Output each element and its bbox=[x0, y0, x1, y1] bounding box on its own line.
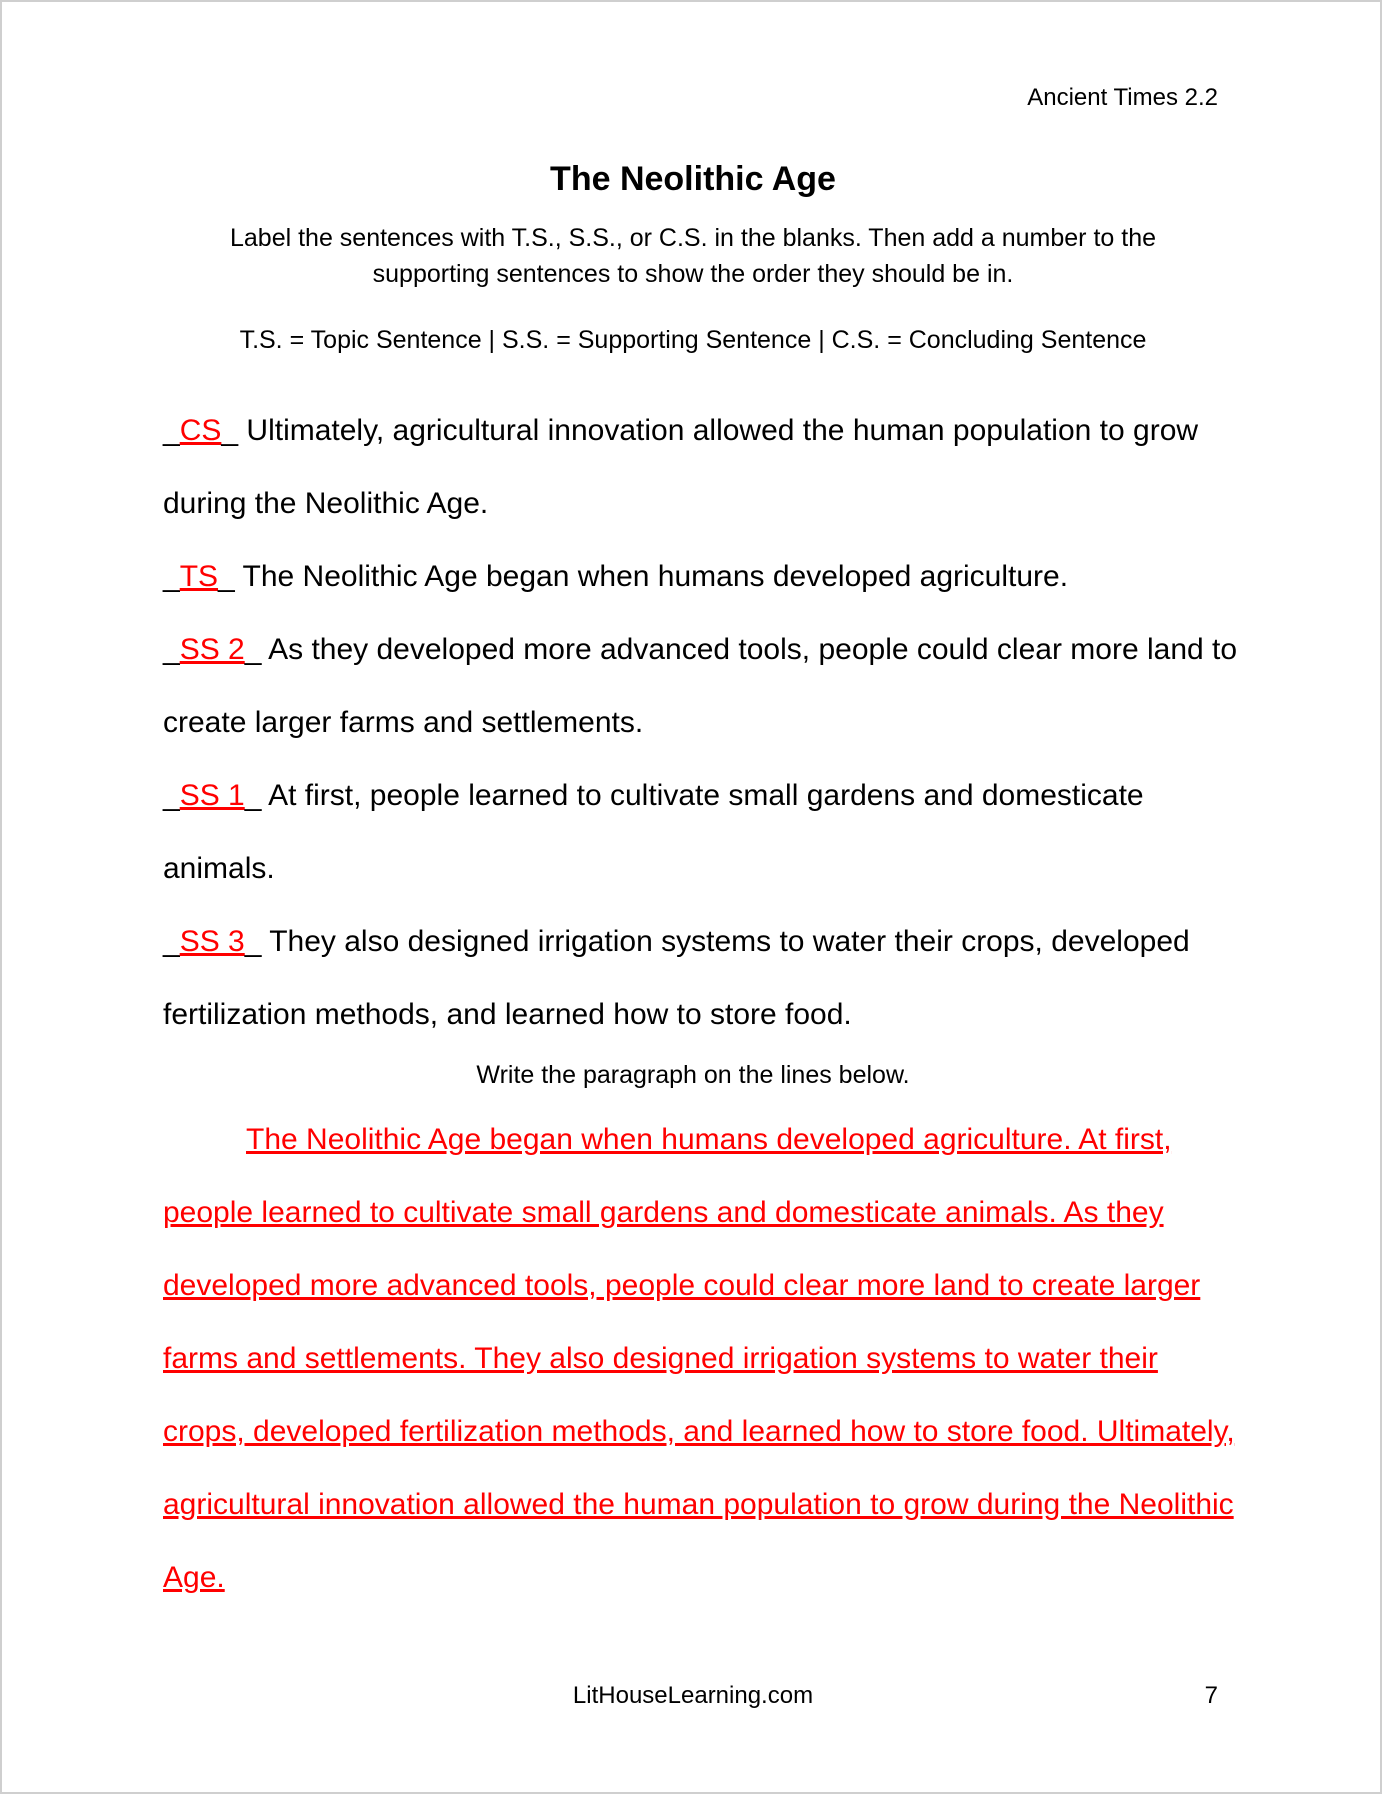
course-label: Ancient Times 2.2 bbox=[1027, 84, 1218, 111]
sentence-text: As they developed more advanced tools, people could clear more land to create larger farms and settlements. bbox=[163, 633, 1238, 739]
sentence-text: The Neolithic Age began when humans developed agriculture. bbox=[242, 560, 1069, 593]
sentence-item bbox=[163, 540, 1243, 613]
sentence-item bbox=[163, 394, 1243, 540]
instructions: Label the sentences with T.S., S.S., or C.S. in the blanks. Then add a number to the supporting sentences to show the order they should be in. bbox=[229, 224, 1156, 288]
sentence-text: They also designed irrigation systems to water their crops, developed fertilization methods, and learned how to store food. bbox=[163, 925, 1190, 1031]
sentence-list bbox=[163, 394, 1243, 1051]
page-title: The Neolithic Age bbox=[550, 160, 836, 198]
answer-blank: _CS_ bbox=[163, 414, 247, 447]
sentence-text: Ultimately, agricultural innovation allowed the human population to grow during the Neolithic Age. bbox=[163, 414, 1199, 520]
sentence-text: At first, people learned to cultivate small gardens and domesticate animals. bbox=[163, 779, 1144, 885]
answer-blank: _TS_ bbox=[163, 560, 243, 593]
answer-label: SS 1 bbox=[179, 779, 245, 812]
footer-site: LitHouseLearning.com bbox=[572, 1682, 814, 1709]
answer-blank: _SS 2_ bbox=[163, 633, 269, 666]
answer-paragraph: The Neolithic Age began when humans developed agriculture. At first, people learned to cultivate small gardens and domesticate animals. As they developed more advanced tools, people could clear more land to create larger farms and settlements. They also designed irrigation systems to water their crops, developed fertilization methods, and learned how to store food. Ultimately, agricultural innovation allowed the human population to grow during the Neolithic Age. bbox=[163, 1123, 1235, 1594]
legend: T.S. = Topic Sentence | S.S. = Supporting Sentence | C.S. = Concluding Sentence bbox=[239, 326, 1147, 354]
write-instruction: Write the paragraph on the lines below. bbox=[476, 1061, 910, 1089]
sentence-item bbox=[163, 759, 1243, 905]
answer-label: TS bbox=[179, 560, 219, 593]
answer-label: SS 3 bbox=[179, 925, 245, 958]
answer-blank: _SS 1_ bbox=[163, 779, 269, 812]
answer-blank: _SS 3_ bbox=[163, 925, 270, 958]
sentence-item bbox=[163, 613, 1243, 759]
sentence-item bbox=[163, 905, 1243, 1051]
answer-label: SS 2 bbox=[179, 633, 245, 666]
answer-label: CS bbox=[179, 414, 222, 447]
page-number: 7 bbox=[1204, 1682, 1218, 1709]
